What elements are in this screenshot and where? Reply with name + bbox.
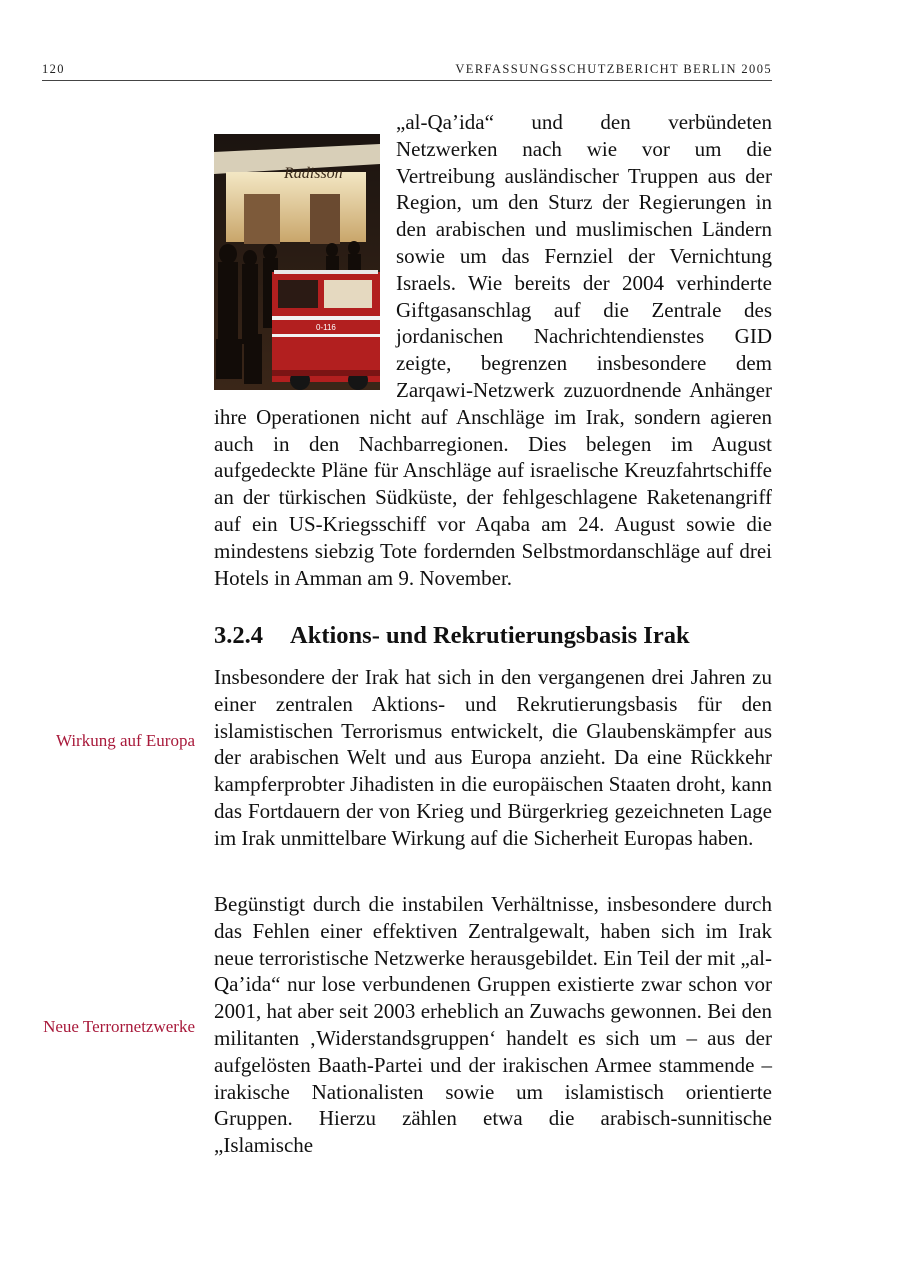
paragraph-2: Insbesondere der Irak hat sich in den vergangenen drei Jahren zu einer zentralen Aktions- und Rekrutierungsbasis für den islamistischen Terrorismus entwickelt, die Glaubenskämpfer aus der arabischen Welt und aus Europa anzieht. Da eine Rückkehr kampferprobter Jihadisten in die europäischen Staaten droht, kann das Fortdauern der von Krieg und Bürgerkrieg gezeichneten Lage im Irak unmittelbare Wirkung auf die Sicherheit Europas haben. — [214, 665, 772, 850]
sign-lettering: Radisson — [284, 165, 343, 182]
paragraph-3-block — [214, 891, 772, 1159]
photo-illustration — [214, 134, 380, 390]
paragraph-1: „al-Qa’ida“ und den verbündeten Netzwerken nach wie vor um die Vertreibung ausländischer Truppen aus der Region, um den Sturz der Regierungen in den arabischen und muslimischen Ländern sowie um das Fernziel der Vernichtung Israels. Wie bereits der 2004 verhinderte Giftgasanschlag auf die Zentrale des jordanischen Nachrichtendienstes GID zeigte, begrenzen insbesondere dem Zarqawi-Netzwerk zuzuordnende Anhänger ihre Operationen nicht auf Anschläge im Irak, sondern agieren auch in den Nachbarregionen. Dies belegen im August aufgedeckte Pläne für Anschläge auf israelische Kreuzfahrtschiffe an der türkischen Südküste, der fehlgeschlagene Raketenangriff auf ein US-Kriegsschiff vor Aqaba am 24. August sowie die mindestens siebzig Tote fordernden Selbstmordanschläge auf drei Hotels in Amman am 9. November. — [214, 110, 772, 590]
margin-note-terrornetzwerke: Neue Terrornetzwerke — [43, 1017, 195, 1036]
running-header — [42, 62, 772, 81]
section-number: 3.2.4 — [214, 622, 263, 649]
margin-note-wirkung: Wirkung auf Europa — [55, 731, 195, 750]
running-title: VERFASSUNGSSCHUTZBERICHT BERLIN 2005 — [455, 62, 772, 76]
paragraph-2-block — [214, 664, 772, 852]
paragraph-1-block — [214, 109, 772, 591]
section-heading — [214, 620, 690, 652]
news-photo — [214, 134, 380, 390]
section-title: Aktions- und Rekrutierungsbasis Irak — [290, 622, 690, 649]
paragraph-3: Begünstigt durch die instabilen Verhältnisse, insbesondere durch das Fehlen einer effektiven Zentralgewalt, haben sich im Irak neue terroristische Netzwerke herausgebildet. Ein Teil der mit „al-Qa’ida“ nur lose verbundenen Gruppen existierte zwar schon vor 2001, hat aber seit 2003 erheblich an Zuwachs gewonnen. Bei den militanten ‚Widerstandsgruppen‘ handelt es sich um – aus der aufgelösten Baath-Partei und der irakischen Armee stammende – irakische Nationalisten sowie um islamistisch orientierte Gruppen. Hierzu zählen etwa die arabisch-sunnitische „Islamische — [214, 892, 772, 1158]
truck-lettering: 0-116 — [316, 323, 336, 332]
page-number: 120 — [42, 62, 65, 76]
